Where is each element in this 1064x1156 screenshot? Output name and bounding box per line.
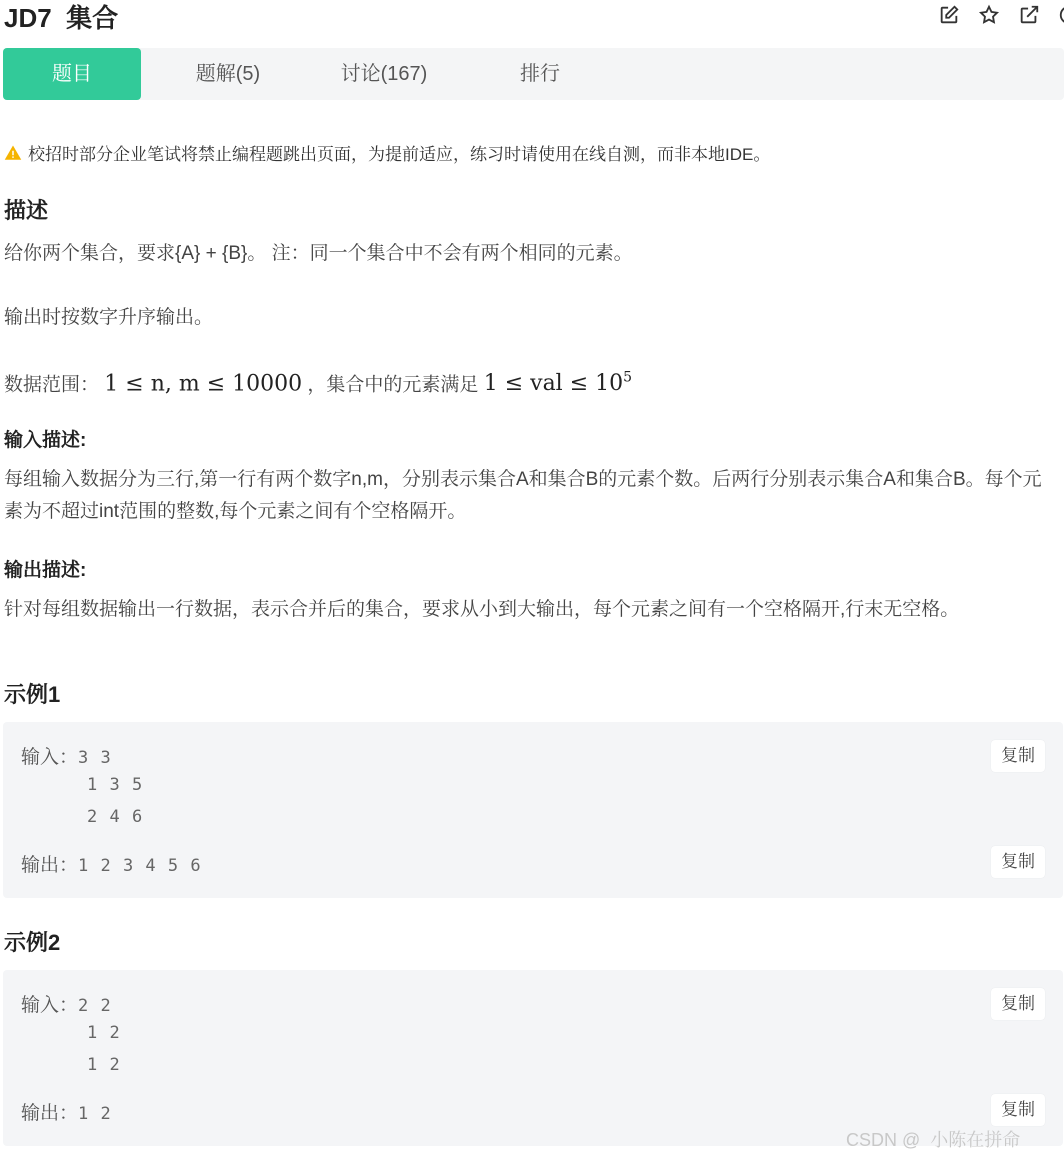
example-1-input-line-2 — [87, 774, 143, 796]
range-math-1: 1 ≤ n, m ≤ 10000 — [104, 371, 303, 397]
example-2-input-value-1: 2 2 — [78, 996, 112, 1016]
external-link-icon[interactable] — [1018, 4, 1040, 26]
output-desc-text: 针对每组数据输出一行数据，表示合并后的集合，要求从小到大输出，每个元素之间有一个空格隔开,行末无空格。 — [4, 599, 960, 620]
range-math-2 — [484, 371, 632, 396]
toolbar — [938, 4, 1064, 26]
output-desc-heading: 输出描述: — [4, 560, 87, 581]
star-icon[interactable] — [978, 4, 1000, 26]
example-1-output-line — [21, 850, 202, 877]
title-row — [4, 0, 1064, 32]
example-2-input-line-2 — [87, 1022, 121, 1044]
example-1-input-copy-button[interactable]: 复制 — [991, 740, 1045, 772]
example-2-input-value-2: 1 2 — [87, 1023, 121, 1043]
input-desc-text: 每组输入数据分为三行,第一行有两个数字n,m，分别表示集合A和集合B的元素个数。后两行分别表示集合A和集合B。每个元素为不超过int范围的整数,每个元素之间有个空格隔开。 — [4, 469, 1042, 522]
tab-problem[interactable]: 题目 — [3, 48, 141, 100]
example-1 — [3, 722, 1063, 898]
range-math-2-exp: 5 — [623, 370, 633, 386]
example-2 — [3, 970, 1063, 1146]
example-1-input-value-2: 1 3 5 — [87, 775, 144, 795]
edit-icon[interactable] — [938, 4, 960, 26]
example-1-output-value: 1 2 3 4 5 6 — [78, 856, 202, 876]
example-1-input-value-1: 3 3 — [78, 748, 112, 768]
example-2-output-label: 输出： — [21, 1103, 79, 1124]
data-range — [4, 362, 1060, 401]
tab-solutions[interactable]: 题解(5) — [195, 63, 261, 85]
example-1-input-label: 输入： — [21, 747, 79, 768]
example-1-input-line-1 — [21, 742, 112, 769]
tab-ranking[interactable]: 排行 — [520, 63, 560, 85]
example-1-input-value-3: 2 4 6 — [87, 807, 144, 827]
page-title: JD7 集合 — [4, 3, 119, 33]
range-mid: ，集合中的元素满足 — [307, 374, 479, 396]
input-desc-heading: 输入描述: — [4, 430, 87, 451]
description-heading: 描述 — [4, 198, 49, 223]
example-2-input-label: 输入： — [21, 995, 79, 1016]
tab-discussion[interactable]: 讨论(167) — [340, 63, 428, 85]
example-2-input-copy-button[interactable]: 复制 — [991, 988, 1045, 1020]
example-2-input-line-1 — [21, 990, 112, 1017]
range-math-2-base: 1 ≤ val ≤ 10 — [483, 371, 624, 397]
example-2-output-copy-button[interactable]: 复制 — [991, 1094, 1045, 1126]
tab-bar — [3, 48, 1064, 100]
description-line1: 给你两个集合，要求{A} + {B}。 注：同一个集合中不会有两个相同的元素。 — [4, 243, 633, 264]
description-line2: 输出时按数字升序输出。 — [4, 307, 214, 328]
example-2-input-value-3: 1 2 — [87, 1055, 121, 1075]
example-2-output-line — [21, 1098, 112, 1125]
range-prefix: 数据范围： — [4, 374, 100, 396]
example-2-heading: 示例2 — [4, 930, 61, 955]
example-2-input-line-3 — [87, 1054, 121, 1076]
notice-text: 校招时部分企业笔试将禁止编程题跳出页面，为提前适应，练习时请使用在线自测，而非本地IDE。 — [28, 145, 771, 164]
more-icon[interactable] — [1058, 4, 1064, 26]
example-1-output-copy-button[interactable]: 复制 — [991, 846, 1045, 878]
warning-icon — [4, 144, 22, 162]
example-1-heading: 示例1 — [4, 682, 61, 707]
watermark: CSDN @ 小陈在拼命 — [846, 1130, 1021, 1150]
example-1-output-label: 输出： — [21, 855, 79, 876]
notice — [4, 140, 770, 165]
example-2-output-value: 1 2 — [78, 1104, 112, 1124]
example-1-input-line-3 — [87, 806, 143, 828]
